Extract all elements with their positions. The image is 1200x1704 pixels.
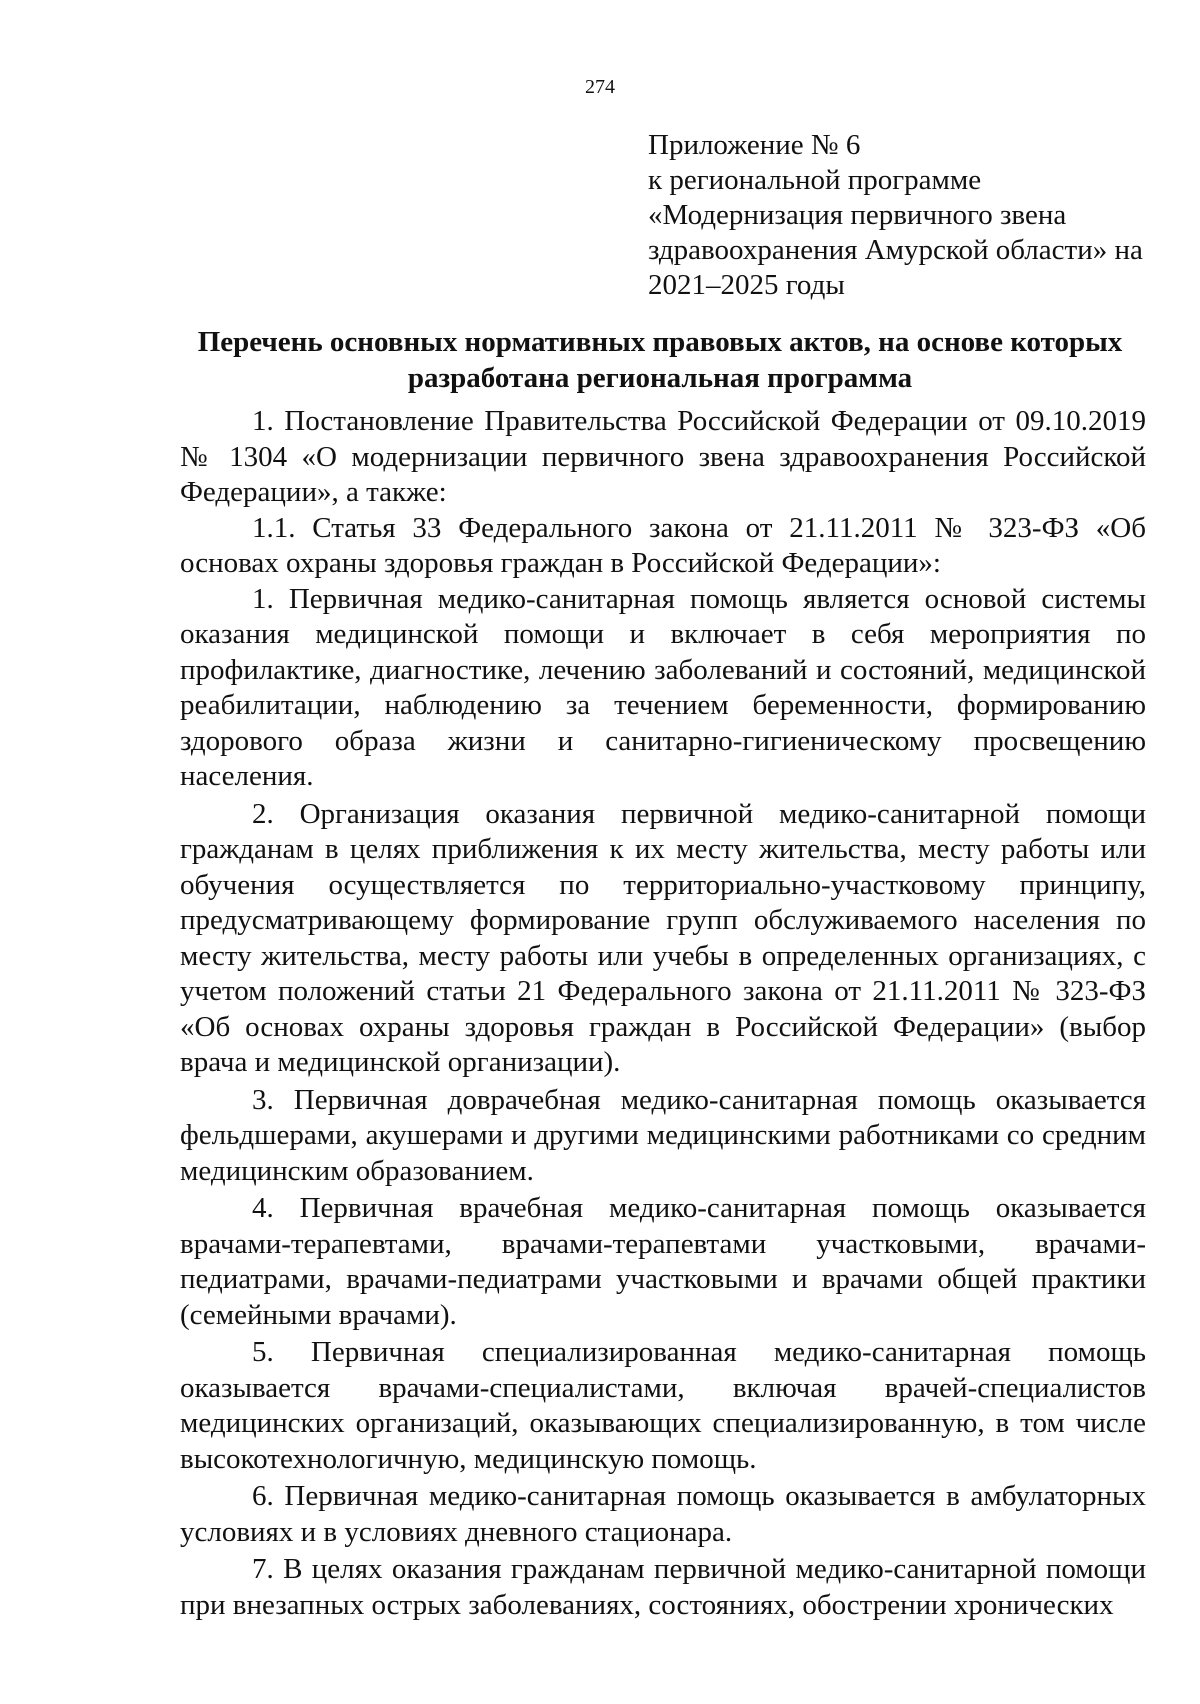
appendix-line: 2021–2025 годы	[648, 269, 845, 301]
paragraph: 2. Организация оказания первичной медико-санитарной помощи гражданам в целях приближения к их месту жительства, месту работы или обучения осуществляется по территориально-участковому принципу, предусматривающему формирование групп обслуживаемого населения по месту жительства, месту работы или учебы в определенных организациях, с учетом положений статьи 21 Федерального закона от 21.11.2011 № 323-ФЗ «Об основах охраны здоровья граждан в Российской Федерации» (выбор врача и медицинской организации).	[180, 797, 1146, 1078]
appendix-line: здравоохранения Амурской области» на	[648, 234, 1143, 266]
appendix-header	[648, 128, 1148, 303]
appendix-line: Приложение № 6	[648, 129, 861, 161]
page-number: 274	[585, 76, 615, 98]
paragraph: 1.1. Статья 33 Федерального закона от 21.11.2011 № 323-ФЗ «Об основах охраны здоровья граждан в Российской Федерации»:	[180, 511, 1146, 579]
paragraph: 6. Первичная медико-санитарная помощь оказывается в амбулаторных условиях и в условиях дневного стационара.	[180, 1480, 1146, 1548]
paragraph: 5. Первичная специализированная медико-санитарная помощь оказывается врачами-специалистами, включая врачей-специалистов медицинских организаций, оказывающих специализированную, в том числе высокотехнологичную, медицинскую помощь.	[180, 1336, 1146, 1475]
appendix-line: к региональной программе	[648, 164, 982, 196]
document-title-line: разработана региональная программа	[407, 362, 913, 394]
appendix-line: «Модернизация первичного звена	[648, 199, 1067, 231]
paragraph: 4. Первичная врачебная медико-санитарная помощь оказывается врачами-терапевтами, врачами-терапевтами участковыми, врачами-педиатрами, врачами-педиатрами участковыми и врачами общей практики (семейными врачами).	[180, 1192, 1146, 1331]
paragraph: 1. Постановление Правительства Российской Федерации от 09.10.2019 № 1304 «О модернизации первичного звена здравоохранения Российской Федерации», а также:	[180, 405, 1146, 508]
paragraph: 7. В целях оказания гражданам первичной медико-санитарной помощи при внезапных острых заболеваниях, состояниях, обострении хронических	[180, 1553, 1146, 1621]
document-body	[180, 404, 1146, 1623]
document-title-line: Перечень основных нормативных правовых актов, на основе которых	[197, 326, 1123, 358]
paragraph: 3. Первичная доврачебная медико-санитарная помощь оказывается фельдшерами, акушерами и другими медицинскими работниками со средним медицинским образованием.	[180, 1083, 1146, 1187]
paragraph: 1. Первичная медико-санитарная помощь является основой системы оказания медицинской помощи и включает в себя мероприятия по профилактике, диагностике, лечению заболеваний и состояний, медицинской реабилитации, наблюдению за течением беременности, формированию здорового образа жизни и санитарно-гигиеническому просвещению населения.	[180, 582, 1146, 792]
document-title	[180, 324, 1140, 396]
